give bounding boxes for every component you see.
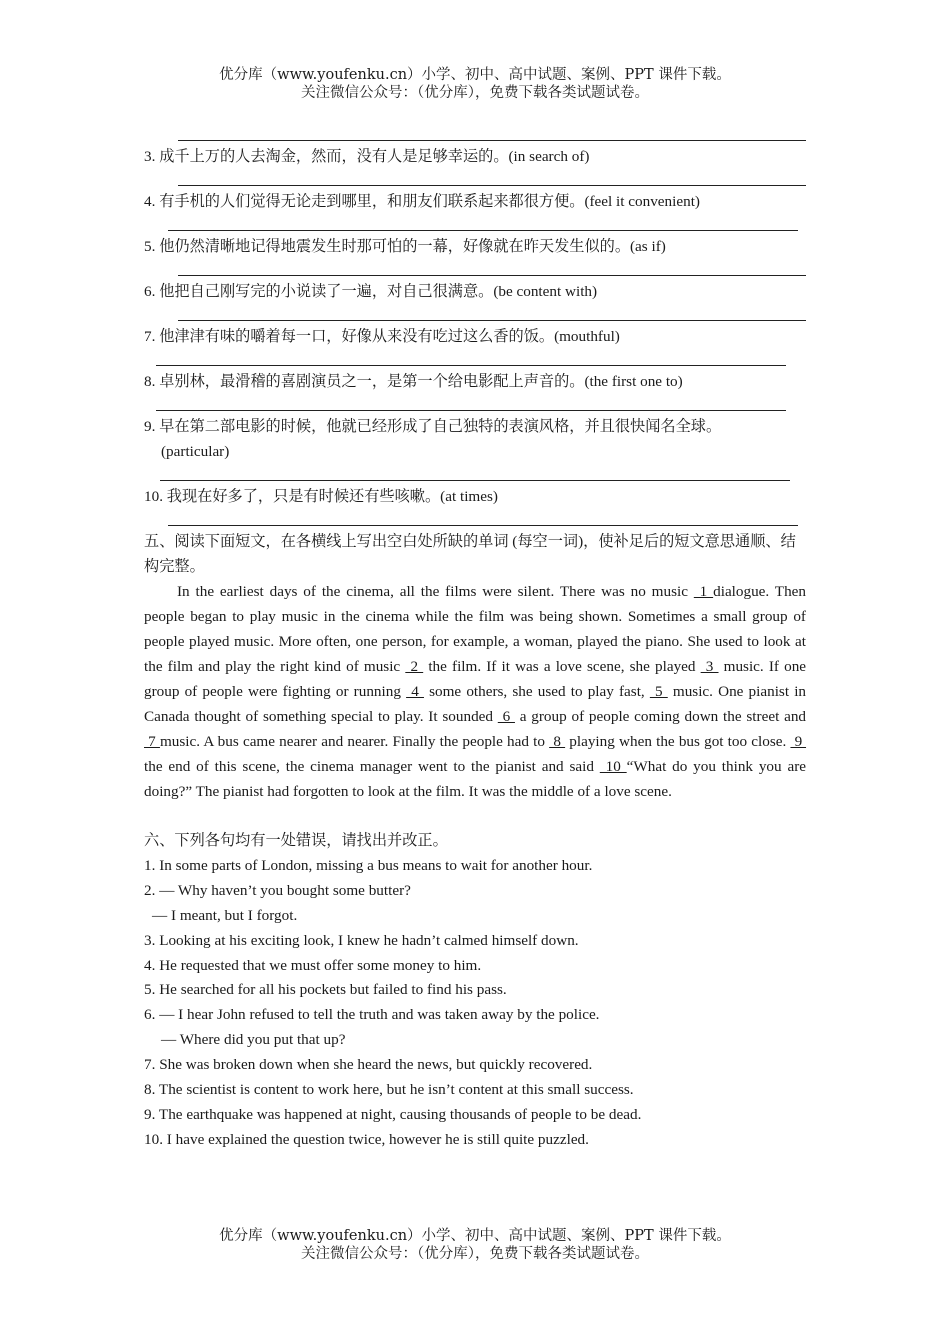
- error-item-3: 3. Looking at his exciting look, I knew he hadn’t calmed himself down.: [144, 931, 579, 949]
- error-item-7: 7. She was broken down when she heard the news, but quickly recovered.: [144, 1056, 593, 1074]
- cloze-blank-4[interactable]: 4: [406, 683, 424, 700]
- spacer: [144, 804, 806, 829]
- cloze-blank-3[interactable]: 3: [700, 658, 719, 675]
- answer-line: [156, 394, 786, 411]
- cloze-blank-9[interactable]: 9: [790, 733, 807, 750]
- error-item-2: 2. — Why haven’t you bought some butter?: [144, 881, 411, 899]
- translation-item-3: 3. 成千上万的人去淘金，然而，没有人是足够幸运的。(in search of): [144, 148, 590, 165]
- cloze-section-title: 五、阅读下面短文，在各横线上写出空白处所缺的单词 (每空一词)，使补足后的短文意思通顺、结构完整。: [144, 533, 796, 575]
- cloze-blank-2[interactable]: 2: [405, 658, 424, 675]
- cloze-text: music. A bus came nearer and nearer. Finally the people had to: [159, 733, 550, 750]
- error-section-title: 六、下列各句均有一处错误，请找出并改正。: [144, 832, 448, 849]
- cloze-text: “What do you think you are doing?” The pianist had forgotten to look at the film. It was the middle of a love scene.: [144, 758, 807, 800]
- header-line-2: 关注微信公众号：（优分库），免费下载各类试题试卷。: [301, 85, 649, 101]
- footer-line-1: 优分库（www.youfenku.cn）小学、初中、高中试题、案例、PPT 课件下载。: [219, 1228, 731, 1244]
- cloze-blank-7[interactable]: 7: [144, 733, 160, 750]
- error-item-5: 5. He searched for all his pockets but failed to find his pass.: [144, 981, 507, 999]
- cloze-text: a group of people coming down the street and: [514, 708, 807, 725]
- translation-item-7: 7. 他津津有味的嚼着每一口，好像从来没有吃过这么香的饭。(mouthful): [144, 328, 620, 345]
- translation-item-6: 6. 他把自己刚写完的小说读了一遍，对自己很满意。(be content with): [144, 283, 598, 300]
- cloze-passage: [144, 579, 806, 804]
- cloze-text: some others, she used to play fast,: [423, 683, 650, 700]
- cloze-blank-1[interactable]: 1: [693, 583, 714, 600]
- cloze-text: the end of this scene, the cinema manager went to the pianist and said: [144, 758, 600, 775]
- translation-item-10: 10. 我现在好多了，只是有时候还有些咳嗽。(at times): [144, 488, 498, 505]
- cloze-blank-8[interactable]: 8: [549, 733, 566, 750]
- cloze-text: dialogue. Then people began to play music in the cinema while the film was being shown. Sometimes a small group of people played music. More often, one person, for example, a woman, played the piano. She used to look at the film and play the right kind of music: [144, 583, 807, 675]
- header-line-1: 优分库（www.youfenku.cn）小学、初中、高中试题、案例、PPT 课件下载。: [219, 67, 731, 83]
- translation-item-4: 4. 有手机的人们觉得无论走到哪里，和朋友们联系起来都很方便。(feel it convenient): [144, 193, 700, 210]
- cloze-blank-10[interactable]: 10: [599, 758, 627, 775]
- error-item-1: 1. In some parts of London, missing a bus means to wait for another hour.: [144, 856, 593, 874]
- cloze-text: In the earliest days of the cinema, all the films were silent. There was no music: [177, 583, 694, 600]
- cloze-text: music. One pianist in Canada thought of something special to play. It sounded: [144, 683, 807, 725]
- error-item-9: 9. The earthquake was happened at night, causing thousands of people to be dead.: [144, 1105, 642, 1123]
- error-item-6-reply: — Where did you put that up?: [161, 1031, 346, 1049]
- answer-line: [178, 169, 806, 186]
- cloze-text: music. If one group of people were fighting or running: [144, 658, 807, 700]
- error-item-2-reply: — I meant, but I forgot.: [152, 906, 298, 924]
- answer-line: [178, 304, 806, 321]
- page-header: [0, 66, 950, 102]
- translation-item-9: 9. 早在第二部电影的时候，他就已经形成了自己独特的表演风格，并且很快闻名全球。: [144, 418, 722, 435]
- translation-item-8: 8. 卓别林，最滑稽的喜剧演员之一，是第一个给电影配上声音的。(the first one to): [144, 373, 683, 390]
- translation-item-9-hint: (particular): [161, 443, 230, 460]
- translation-item-5: 5. 他仍然清晰地记得地震发生时那可怕的一幕，好像就在昨天发生似的。(as if): [144, 238, 666, 255]
- cloze-text: the film. If it was a love scene, she played: [423, 658, 701, 675]
- worksheet-body: [144, 124, 806, 1153]
- answer-line: [156, 349, 786, 366]
- error-item-10: 10. I have explained the question twice, however he is still quite puzzled.: [144, 1130, 589, 1148]
- error-item-8: 8. The scientist is content to work here, but he isn’t content at this small success.: [144, 1081, 634, 1099]
- footer-line-2: 关注微信公众号：（优分库），免费下载各类试题试卷。: [301, 1246, 649, 1262]
- answer-line: [168, 509, 798, 526]
- answer-line: [160, 464, 790, 481]
- answer-line: [168, 214, 798, 231]
- answer-line: [178, 124, 806, 141]
- cloze-blank-6[interactable]: 6: [497, 708, 515, 725]
- error-item-6: 6. — I hear John refused to tell the truth and was taken away by the police.: [144, 1006, 600, 1024]
- error-item-4: 4. He requested that we must offer some money to him.: [144, 956, 482, 974]
- cloze-text: playing when the bus got too close.: [565, 733, 791, 750]
- answer-line: [178, 259, 806, 276]
- page-footer: [0, 1227, 950, 1263]
- cloze-blank-5[interactable]: 5: [649, 683, 668, 700]
